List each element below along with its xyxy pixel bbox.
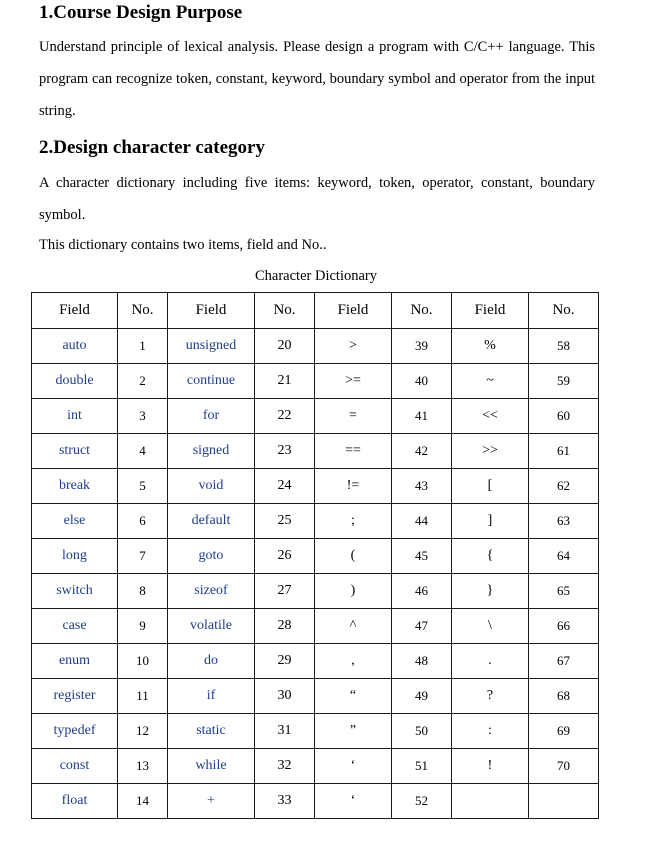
table-cell: 41: [392, 399, 452, 434]
table-cell: ‘: [315, 784, 392, 819]
table-row: [32, 679, 599, 714]
table-row: [32, 504, 599, 539]
table-cell: 11: [118, 679, 168, 714]
header-cell: No.: [529, 293, 599, 329]
table-header-row: [32, 293, 599, 329]
table-cell: goto: [168, 539, 255, 574]
table-cell: 25: [255, 504, 315, 539]
table-row: [32, 399, 599, 434]
table-row: [32, 609, 599, 644]
table-cell: 59: [529, 364, 599, 399]
table-cell: ^: [315, 609, 392, 644]
table-cell: 3: [118, 399, 168, 434]
table-cell: !: [452, 749, 529, 784]
table-cell: 30: [255, 679, 315, 714]
table-cell: ;: [315, 504, 392, 539]
table-cell: 60: [529, 399, 599, 434]
section-1-paragraph: Understand principle of lexical analysis. Please design a program with C/C++ language. This program can recognize token, constant, keyword, boundary symbol and operator from the input string.: [39, 39, 595, 119]
table-cell: 49: [392, 679, 452, 714]
table-cell: 66: [529, 609, 599, 644]
table-cell: =: [315, 399, 392, 434]
table-cell: 69: [529, 714, 599, 749]
table-cell: else: [32, 504, 118, 539]
table-cell: 1: [118, 329, 168, 364]
table-cell: switch: [32, 574, 118, 609]
table-cell: }: [452, 574, 529, 609]
table-cell: >: [315, 329, 392, 364]
header-cell: No.: [118, 293, 168, 329]
table-cell: >>: [452, 434, 529, 469]
section-2-heading: 2.Design character category: [39, 137, 265, 158]
table-row: [32, 574, 599, 609]
table-cell: \: [452, 609, 529, 644]
table-cell: 22: [255, 399, 315, 434]
table-cell: ‘: [315, 749, 392, 784]
table-cell: 45: [392, 539, 452, 574]
table-cell: 68: [529, 679, 599, 714]
character-dictionary-table: [31, 292, 599, 819]
table-cell: 32: [255, 749, 315, 784]
table-cell: [452, 784, 529, 819]
table-cell: case: [32, 609, 118, 644]
table-cell: 61: [529, 434, 599, 469]
table-row: [32, 539, 599, 574]
header-cell: Field: [452, 293, 529, 329]
section-2-paragraph: A character dictionary including five items: keyword, token, operator, constant, boundary symbol.: [39, 175, 595, 223]
table-cell: 21: [255, 364, 315, 399]
table-cell: 48: [392, 644, 452, 679]
table-cell: ): [315, 574, 392, 609]
table-cell: for: [168, 399, 255, 434]
table-cell: 12: [118, 714, 168, 749]
table-cell: 9: [118, 609, 168, 644]
table-cell: 31: [255, 714, 315, 749]
table-cell: if: [168, 679, 255, 714]
table-cell: continue: [168, 364, 255, 399]
section-2-paragraph-2: This dictionary contains two items, field and No..: [39, 237, 327, 253]
table-row: [32, 469, 599, 504]
table-cell: long: [32, 539, 118, 574]
table-cell: 51: [392, 749, 452, 784]
table-row: [32, 434, 599, 469]
header-cell: No.: [392, 293, 452, 329]
table-cell: double: [32, 364, 118, 399]
table-cell: 52: [392, 784, 452, 819]
table-cell: %: [452, 329, 529, 364]
table-row: [32, 784, 599, 819]
table-row: [32, 644, 599, 679]
table-cell: 28: [255, 609, 315, 644]
table-cell: 64: [529, 539, 599, 574]
table-cell: ]: [452, 504, 529, 539]
table-cell: 20: [255, 329, 315, 364]
table-cell: 26: [255, 539, 315, 574]
table-cell: 46: [392, 574, 452, 609]
table-cell: int: [32, 399, 118, 434]
table-cell: volatile: [168, 609, 255, 644]
table-cell: typedef: [32, 714, 118, 749]
table-cell: (: [315, 539, 392, 574]
table-cell: 10: [118, 644, 168, 679]
table-cell: 23: [255, 434, 315, 469]
table-caption: Character Dictionary: [255, 268, 377, 284]
header-cell: Field: [315, 293, 392, 329]
table-cell: 4: [118, 434, 168, 469]
table-cell: 70: [529, 749, 599, 784]
table-cell: 62: [529, 469, 599, 504]
table-cell: 8: [118, 574, 168, 609]
table-cell: 24: [255, 469, 315, 504]
table-cell: 50: [392, 714, 452, 749]
table-cell: 43: [392, 469, 452, 504]
table-cell: register: [32, 679, 118, 714]
table-row: [32, 329, 599, 364]
table-cell: !=: [315, 469, 392, 504]
table-cell: {: [452, 539, 529, 574]
table-cell: struct: [32, 434, 118, 469]
table-cell: 5: [118, 469, 168, 504]
table-cell: enum: [32, 644, 118, 679]
table-cell: >=: [315, 364, 392, 399]
table-cell: 27: [255, 574, 315, 609]
table-cell: 44: [392, 504, 452, 539]
table-cell: [: [452, 469, 529, 504]
table-cell: auto: [32, 329, 118, 364]
table-cell: float: [32, 784, 118, 819]
table-cell: signed: [168, 434, 255, 469]
header-cell: Field: [32, 293, 118, 329]
table-cell: [529, 784, 599, 819]
table-cell: ~: [452, 364, 529, 399]
table-cell: 40: [392, 364, 452, 399]
table-cell: break: [32, 469, 118, 504]
table-cell: 63: [529, 504, 599, 539]
table-cell: void: [168, 469, 255, 504]
header-cell: No.: [255, 293, 315, 329]
table-cell: ?: [452, 679, 529, 714]
table-cell: 33: [255, 784, 315, 819]
table-cell: 39: [392, 329, 452, 364]
table-cell: 13: [118, 749, 168, 784]
table-row: [32, 364, 599, 399]
table-cell: 47: [392, 609, 452, 644]
table-cell: +: [168, 784, 255, 819]
table-cell: do: [168, 644, 255, 679]
table-cell: ==: [315, 434, 392, 469]
table-cell: ,: [315, 644, 392, 679]
table-cell: <<: [452, 399, 529, 434]
table-cell: 2: [118, 364, 168, 399]
table-cell: 7: [118, 539, 168, 574]
table-cell: ”: [315, 714, 392, 749]
section-1-heading: 1.Course Design Purpose: [39, 2, 243, 23]
table-cell: while: [168, 749, 255, 784]
table-cell: 58: [529, 329, 599, 364]
table-cell: 29: [255, 644, 315, 679]
table-cell: unsigned: [168, 329, 255, 364]
table-row: [32, 714, 599, 749]
table-cell: 65: [529, 574, 599, 609]
table-cell: sizeof: [168, 574, 255, 609]
table-cell: 42: [392, 434, 452, 469]
table-cell: 67: [529, 644, 599, 679]
header-cell: Field: [168, 293, 255, 329]
table-row: [32, 749, 599, 784]
table-cell: .: [452, 644, 529, 679]
table-cell: “: [315, 679, 392, 714]
table-cell: default: [168, 504, 255, 539]
table-cell: :: [452, 714, 529, 749]
table-cell: static: [168, 714, 255, 749]
table-cell: 6: [118, 504, 168, 539]
table-cell: const: [32, 749, 118, 784]
table-cell: 14: [118, 784, 168, 819]
